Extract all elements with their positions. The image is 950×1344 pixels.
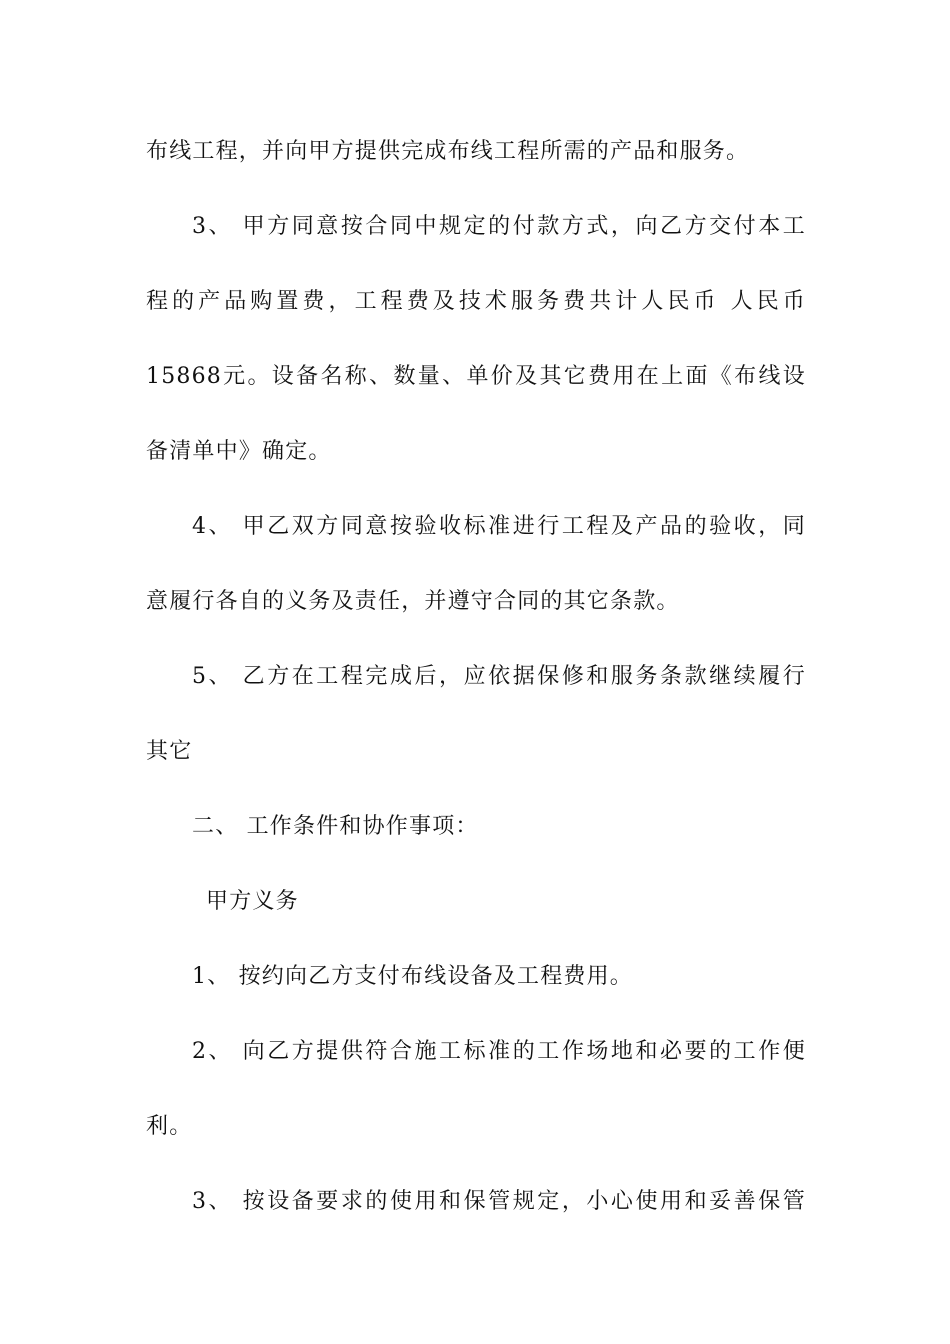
obligation-3-line: 3、 按设备要求的使用和保管规定，小心使用和妥善保管 [192,1189,806,1214]
paragraph-line: 其它 [146,739,193,764]
subsection-heading: 甲方义务 [206,889,299,914]
clause-3-line: 3、 甲方同意按合同中规定的付款方式，向乙方交付本工 [192,214,806,239]
clause-5-line: 5、 乙方在工程完成后，应依据保修和服务条款继续履行 [192,664,806,689]
clause-4-line: 4、 甲乙双方同意按验收标准进行工程及产品的验收，同 [192,514,806,539]
paragraph-line: 利。 [146,1114,193,1139]
obligation-2-line: 2、 向乙方提供符合施工标准的工作场地和必要的工作便 [192,1039,806,1064]
paragraph-line: 意履行各自的义务及责任，并遵守合同的其它条款。 [146,589,680,614]
obligation-1-line: 1、 按约向乙方支付布线设备及工程费用。 [192,964,633,989]
section-heading: 二、 工作条件和协作事项： [192,814,479,839]
paragraph-line: 程的产品购置费，工程费及技术服务费共计人民币 人民币 [146,289,806,314]
paragraph-line: 布线工程，并向甲方提供完成布线工程所需的产品和服务。 [146,139,750,164]
paragraph-line: 15868元。设备名称、数量、单价及其它费用在上面《布线设 [146,364,806,389]
paragraph-line: 备清单中》确定。 [146,439,332,464]
